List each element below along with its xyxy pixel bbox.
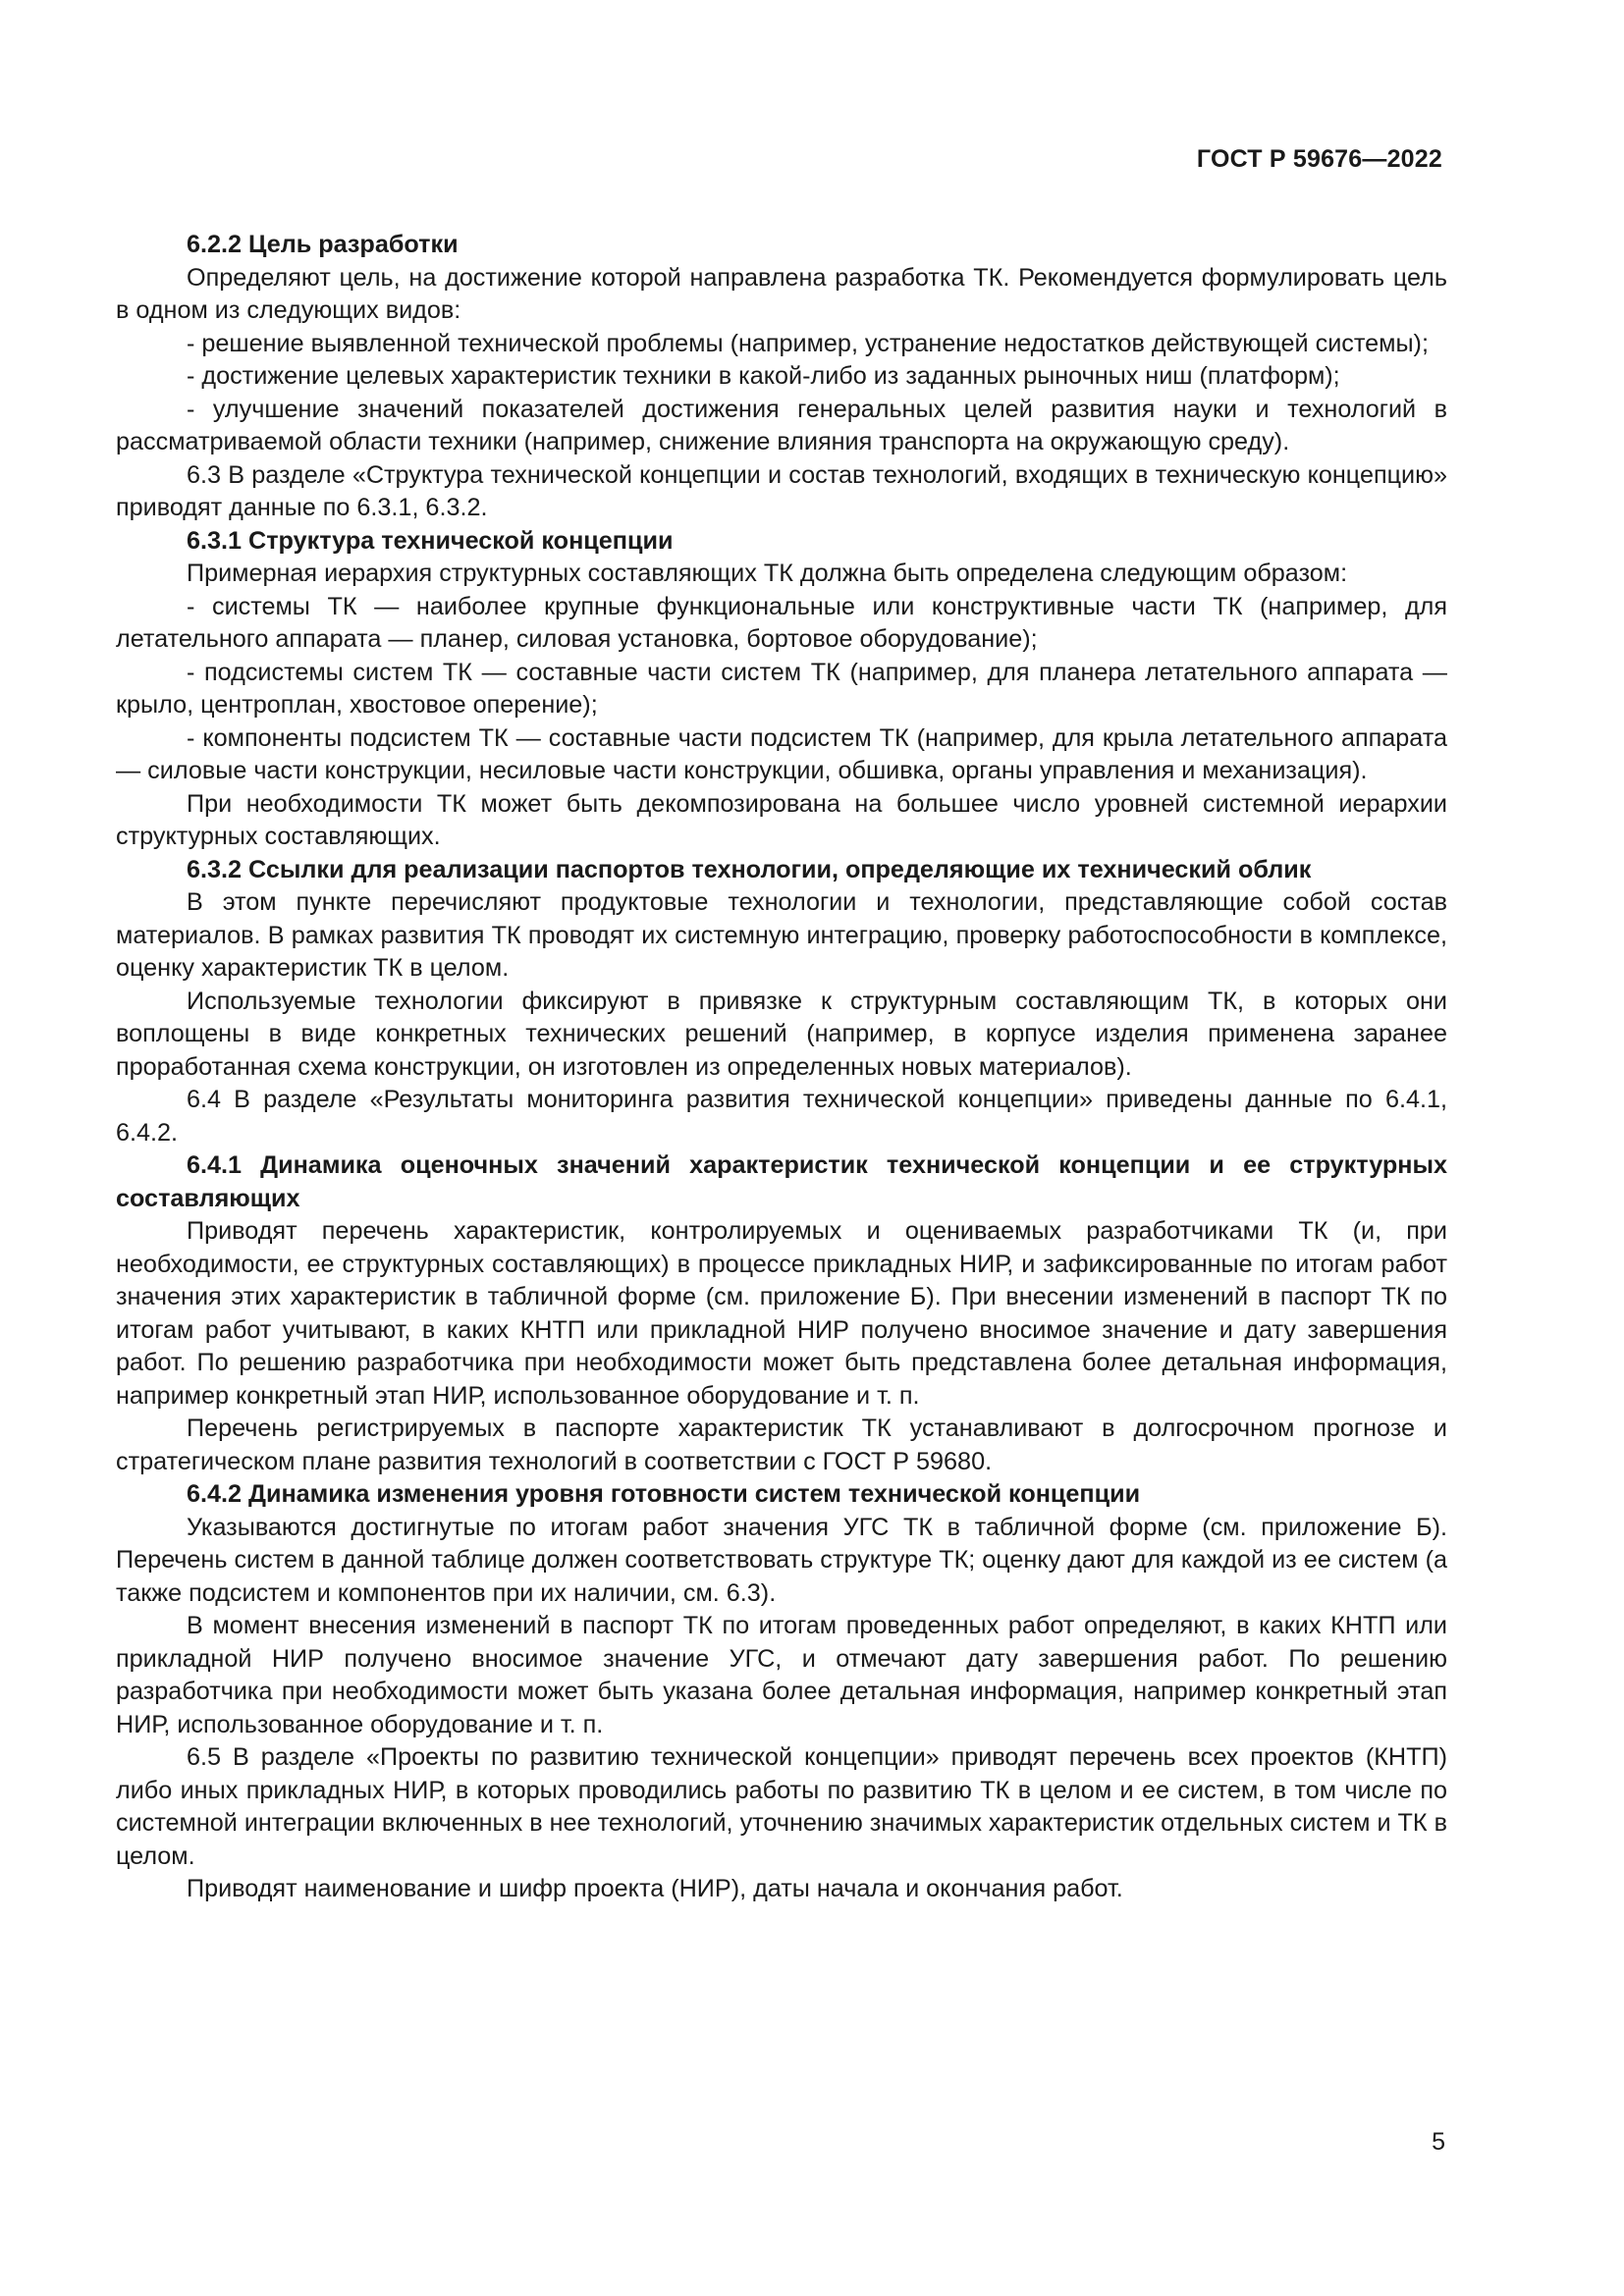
paragraph: В момент внесения изменений в паспорт ТК по итогам проведенных работ определяют, в каких КНТП или прикладной НИР получено вносимое значение УГС, и отмечают дату завершения работ. По решению разработчика при необходимости может быть указана более детальная информация, например конкретный этап НИР, использованное оборудование и т. п. bbox=[116, 1612, 1447, 1738]
paragraph: Определяют цель, на достижение которой направлена разработка ТК. Рекомендуется формулировать цель в одном из следующих видов: bbox=[116, 263, 1447, 324]
paragraph: 6.3 В разделе «Структура технической концепции и состав технологий, входящих в техническую концепцию» приводят данные по 6.3.1, 6.3.2. bbox=[116, 460, 1447, 521]
list-item: - компоненты подсистем ТК — составные части подсистем ТК (например, для крыла летательного аппарата — силовые части конструкции, несиловые части конструкции, обшивка, органы управления и механизация). bbox=[116, 723, 1447, 784]
page-number: 5 bbox=[1432, 2128, 1445, 2156]
heading-6-2-2: 6.2.2 Цель разработки bbox=[187, 231, 459, 258]
paragraph: Используемые технологии фиксируют в привязке к структурным составляющим ТК, в которых они воплощены в виде конкретных технических решений (например, в корпусе изделия применена заранее проработанная схема конструкции, он изготовлен из определенных новых материалов). bbox=[116, 987, 1447, 1081]
paragraph: Приводят наименование и шифр проекта (НИР), даты начала и окончания работ. bbox=[187, 1875, 1123, 1902]
paragraph: 6.4 В разделе «Результаты мониторинга развития технической концепции» приведены данные по 6.4.1, 6.4.2. bbox=[116, 1086, 1447, 1147]
paragraph: При необходимости ТК может быть декомпозирована на большее число уровней системной иерархии структурных составляющих. bbox=[116, 789, 1447, 850]
heading-6-4-2: 6.4.2 Динамика изменения уровня готовности систем технической концепции bbox=[187, 1480, 1141, 1508]
heading-6-3-1: 6.3.1 Структура технической концепции bbox=[187, 526, 674, 555]
list-item: - достижение целевых характеристик техники в какой-либо из заданных рыночных ниш (платформ); bbox=[187, 362, 1340, 390]
paragraph: 6.5 В разделе «Проекты по развитию технической концепции» приводят перечень всех проектов (КНТП) либо иных прикладных НИР, в которых проводились работы по развитию ТК в целом и ее систем, в том числе по системной интеграции включенных в нее технологий, уточнению значимых характеристик отдельных систем и ТК в целом. bbox=[116, 1743, 1447, 1870]
paragraph: Перечень регистрируемых в паспорте характеристик ТК устанавливают в долгосрочном прогнозе и стратегическом плане развития технологий в соответствии с ГОСТ Р 59680. bbox=[116, 1415, 1447, 1475]
paragraph: Указываются достигнутые по итогам работ значения УГС ТК в табличной форме (см. приложение Б). Перечень систем в данной таблице должен соответствовать структуре ТК; оценку дают для каждой из ее систем (а также подсистем и компонентов при их наличии, см. 6.3). bbox=[116, 1513, 1447, 1607]
heading-6-3-2: 6.3.2 Ссылки для реализации паспортов технологии, определяющие их технический облик bbox=[187, 855, 1312, 883]
list-item: - улучшение значений показателей достижения генеральных целей развития науки и технологий в рассматриваемой области техники (например, снижение влияния транспорта на окружающую среду). bbox=[116, 395, 1447, 455]
list-item: - системы ТК — наиболее крупные функциональные или конструктивные части ТК (например, для летательного аппарата — планер, силовая установка, бортовое оборудование); bbox=[116, 592, 1447, 653]
paragraph: Примерная иерархия структурных составляющих ТК должна быть определена следующим образом: bbox=[187, 560, 1348, 587]
list-item: - подсистемы систем ТК — составные части систем ТК (например, для планера летательного аппарата — крыло, центроплан, хвостовое оперение); bbox=[116, 658, 1447, 719]
paragraph: Приводят перечень характеристик, контролируемых и оцениваемых разработчиками ТК (и, при необходимости, ее структурных составляющих) в процессе прикладных НИР, и зафиксированные по итогам работ значения этих характеристик в табличной форме (см. приложение Б). При внесении изменений в паспорт ТК по итогам работ учитывают, в каких КНТП или прикладной НИР получено вносимое значение и дату завершения работ. По решению разработчика при необходимости может быть представлена более детальная информация, например конкретный этап НИР, использованное оборудование и т. п. bbox=[116, 1217, 1447, 1410]
document-header: ГОСТ Р 59676—2022 bbox=[1196, 145, 1442, 173]
heading-6-4-1: 6.4.1 Динамика оценочных значений характеристик технической концепции и ее структурных составляющих bbox=[116, 1151, 1447, 1212]
list-item: - решение выявленной технической проблемы (например, устранение недостатков действующей системы); bbox=[187, 329, 1429, 357]
paragraph: В этом пункте перечисляют продуктовые технологии и технологии, представляющие собой состав материалов. В рамках развития ТК проводят их системную интеграцию, проверку работоспособности в комплексе, оценку характеристик ТК в целом. bbox=[116, 888, 1447, 982]
document-body bbox=[116, 229, 1447, 1906]
